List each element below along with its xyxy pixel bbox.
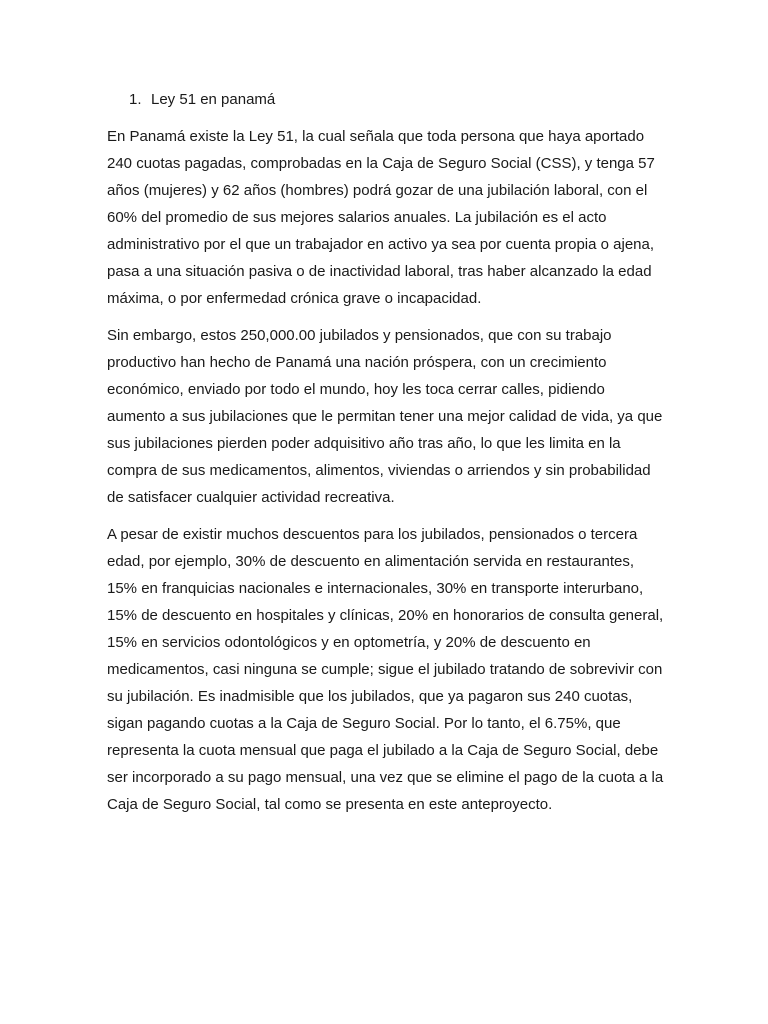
- document-body: [107, 86, 667, 828]
- list-number: 1.: [129, 91, 142, 108]
- paragraph-ley-51: En Panamá existe la Ley 51, la cual señala que toda persona que haya aportado 240 cuotas pagadas, comprobadas en la Caja de Seguro Social (CSS), y tenga 57 años (mujeres) y 62 años (hombres) podrá gozar de una jubilación laboral, con el 60% del promedio de sus mejores salarios anuales. La jubilación es el acto administrativo por el que un trabajador en activo ya sea por cuenta propia o ajena, pasa a una situación pasiva o de inactividad laboral, tras haber alcanzado la edad máxima, o por enfermedad crónica grave o incapacidad.: [107, 128, 655, 307]
- paragraph-descuentos: A pesar de existir muchos descuentos para los jubilados, pensionados o tercera edad, por ejemplo, 30% de descuento en alimentación servida en restaurantes, 15% en franquicias nacionales e internacionales, 30% en transporte interurbano, 15% de descuento en hospitales y clínicas, 20% en honorarios de consulta general, 15% en servicios odontológicos y en optometría, y 20% de descuento en medicamentos, casi ninguna se cumple; sigue el jubilado tratando de sobrevivir con su jubilación. Es inadmisible que los jubilados, que ya pagaron sus 240 cuotas, sigan pagando cuotas a la Caja de Seguro Social. Por lo tanto, el 6.75%, que representa la cuota mensual que paga el jubilado a la Caja de Seguro Social, debe ser incorporado a su pago mensual, una vez que se elimine el pago de la cuota a la Caja de Seguro Social, tal como se presenta en este anteproyecto.: [107, 526, 664, 813]
- list-text: Ley 51 en panamá: [151, 91, 276, 108]
- paragraph-sin-embargo: Sin embargo, estos 250,000.00 jubilados y pensionados, que con su trabajo productivo han hecho de Panamá una nación próspera, con un crecimiento económico, enviado por todo el mundo, hoy les toca cerrar calles, pidiendo aumento a sus jubilaciones que le permitan tener una mejor calidad de vida, ya que sus jubilaciones pierden poder adquisitivo año tras año, lo que les limita en la compra de sus medicamentos, alimentos, viviendas o arriendos y sin probabilidad de satisfacer cualquier actividad recreativa.: [107, 327, 663, 506]
- numbered-heading: [107, 86, 667, 113]
